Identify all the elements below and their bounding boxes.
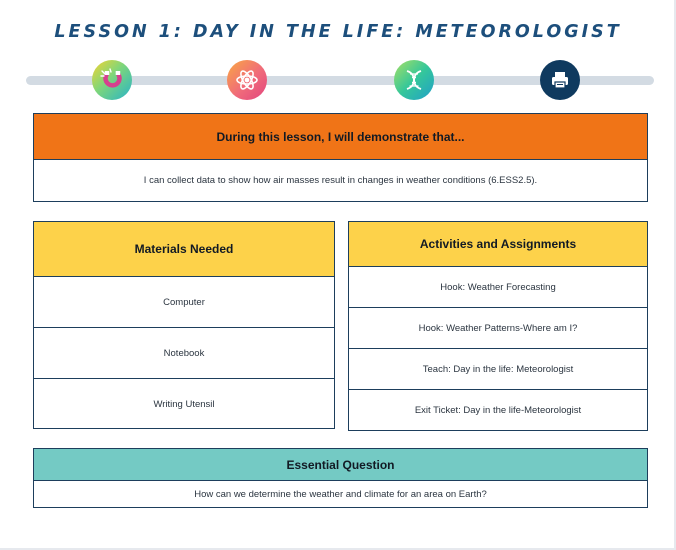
objective-statement: I can collect data to show how air masses result in changes in weather conditions (6.ESS2.5).: [143, 175, 538, 186]
essential-question: How can we determine the weather and climate for an area on Earth?: [194, 488, 487, 500]
objective-heading: During this lesson, I will demonstrate that...: [34, 114, 647, 160]
materials-item: Writing Utensil: [153, 399, 215, 410]
materials-heading: Materials Needed: [34, 222, 334, 277]
activities-card: [348, 221, 648, 431]
essential-question-card: [33, 448, 648, 508]
print-button[interactable]: [540, 60, 580, 100]
page-title: LESSON 1: DAY IN THE LIFE: METEOROLOGIST: [54, 22, 622, 42]
materials-item: Notebook: [34, 328, 334, 379]
lesson-objective-card: [33, 113, 648, 202]
activity-item[interactable]: Hook: Weather Forecasting: [349, 267, 647, 308]
activity-item[interactable]: Teach: Day in the life: Meteorologist: [349, 349, 647, 390]
printer-icon: [549, 69, 571, 91]
step-atom[interactable]: [227, 60, 267, 100]
essential-heading: Essential Question: [34, 449, 647, 481]
dna-icon: [401, 67, 427, 93]
activities-heading: Activities and Assignments: [349, 222, 647, 267]
materials-item: Computer: [34, 277, 334, 328]
materials-card: [33, 221, 335, 429]
activity-item[interactable]: Hook: Weather Patterns-Where am I?: [349, 308, 647, 349]
step-magnet[interactable]: [92, 60, 132, 100]
magnet-icon: [99, 67, 125, 93]
activity-item[interactable]: Exit Ticket: Day in the life-Meteorologist: [414, 405, 582, 416]
atom-icon: [234, 67, 260, 93]
step-dna[interactable]: [394, 60, 434, 100]
